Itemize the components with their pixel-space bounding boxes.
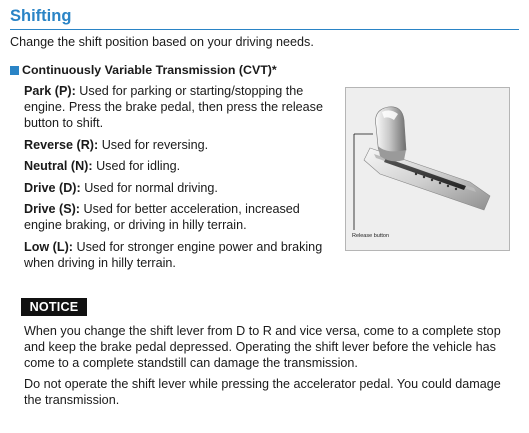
- mode-park: [24, 83, 324, 131]
- mode-name: Drive (S):: [24, 202, 80, 216]
- mode-name: Reverse (R):: [24, 137, 99, 152]
- section-title: Shifting: [10, 7, 72, 25]
- notice-badge: NOTICE: [21, 298, 87, 316]
- mode-desc: Used for better acceleration, increased engine braking, or driving in hilly terrain.: [24, 202, 300, 232]
- mode-low: [24, 239, 324, 271]
- mode-name: Neutral (N):: [24, 159, 93, 173]
- mode-name: Drive (D):: [24, 180, 81, 195]
- intro-text: Change the shift position based on your driving needs.: [10, 35, 314, 49]
- title-divider: [10, 29, 519, 30]
- notice-paragraph: When you change the shift lever from D to R and vice versa, come to a complete stop and keep the brake pedal depressed. Operating the shift lever before the vehicle has come to a complete standstill can damage the transmission.: [24, 324, 501, 370]
- cvt-heading-text: Continuously Variable Transmission (CVT)*: [22, 63, 277, 77]
- mode-name: Park (P):: [24, 84, 76, 98]
- mode-neutral: [24, 158, 324, 174]
- notice-paragraph: Do not operate the shift lever while pressing the accelerator pedal. You could damage the transmission.: [24, 377, 501, 407]
- mode-reverse: [24, 137, 324, 153]
- mode-name: Low (L):: [24, 239, 73, 254]
- mode-desc: Used for parking or starting/stopping the engine. Press the brake pedal, then press the release button to shift.: [24, 84, 323, 130]
- release-button-callout: Release button: [352, 233, 389, 239]
- shift-lever-illustration: [346, 88, 509, 250]
- mode-desc: Used for reversing.: [101, 137, 209, 152]
- mode-drive-s: [24, 201, 324, 233]
- mode-desc: Used for stronger engine power and braking when driving in hilly terrain.: [24, 239, 323, 270]
- mode-desc: Used for normal driving.: [84, 180, 218, 195]
- shift-lever-image: [345, 87, 510, 251]
- cvt-heading: [10, 63, 277, 78]
- bullet-square-icon: [10, 66, 19, 75]
- notice-text: [24, 323, 519, 413]
- mode-drive-d: [24, 180, 324, 196]
- mode-desc: Used for idling.: [96, 159, 181, 173]
- shift-mode-list: [24, 83, 324, 276]
